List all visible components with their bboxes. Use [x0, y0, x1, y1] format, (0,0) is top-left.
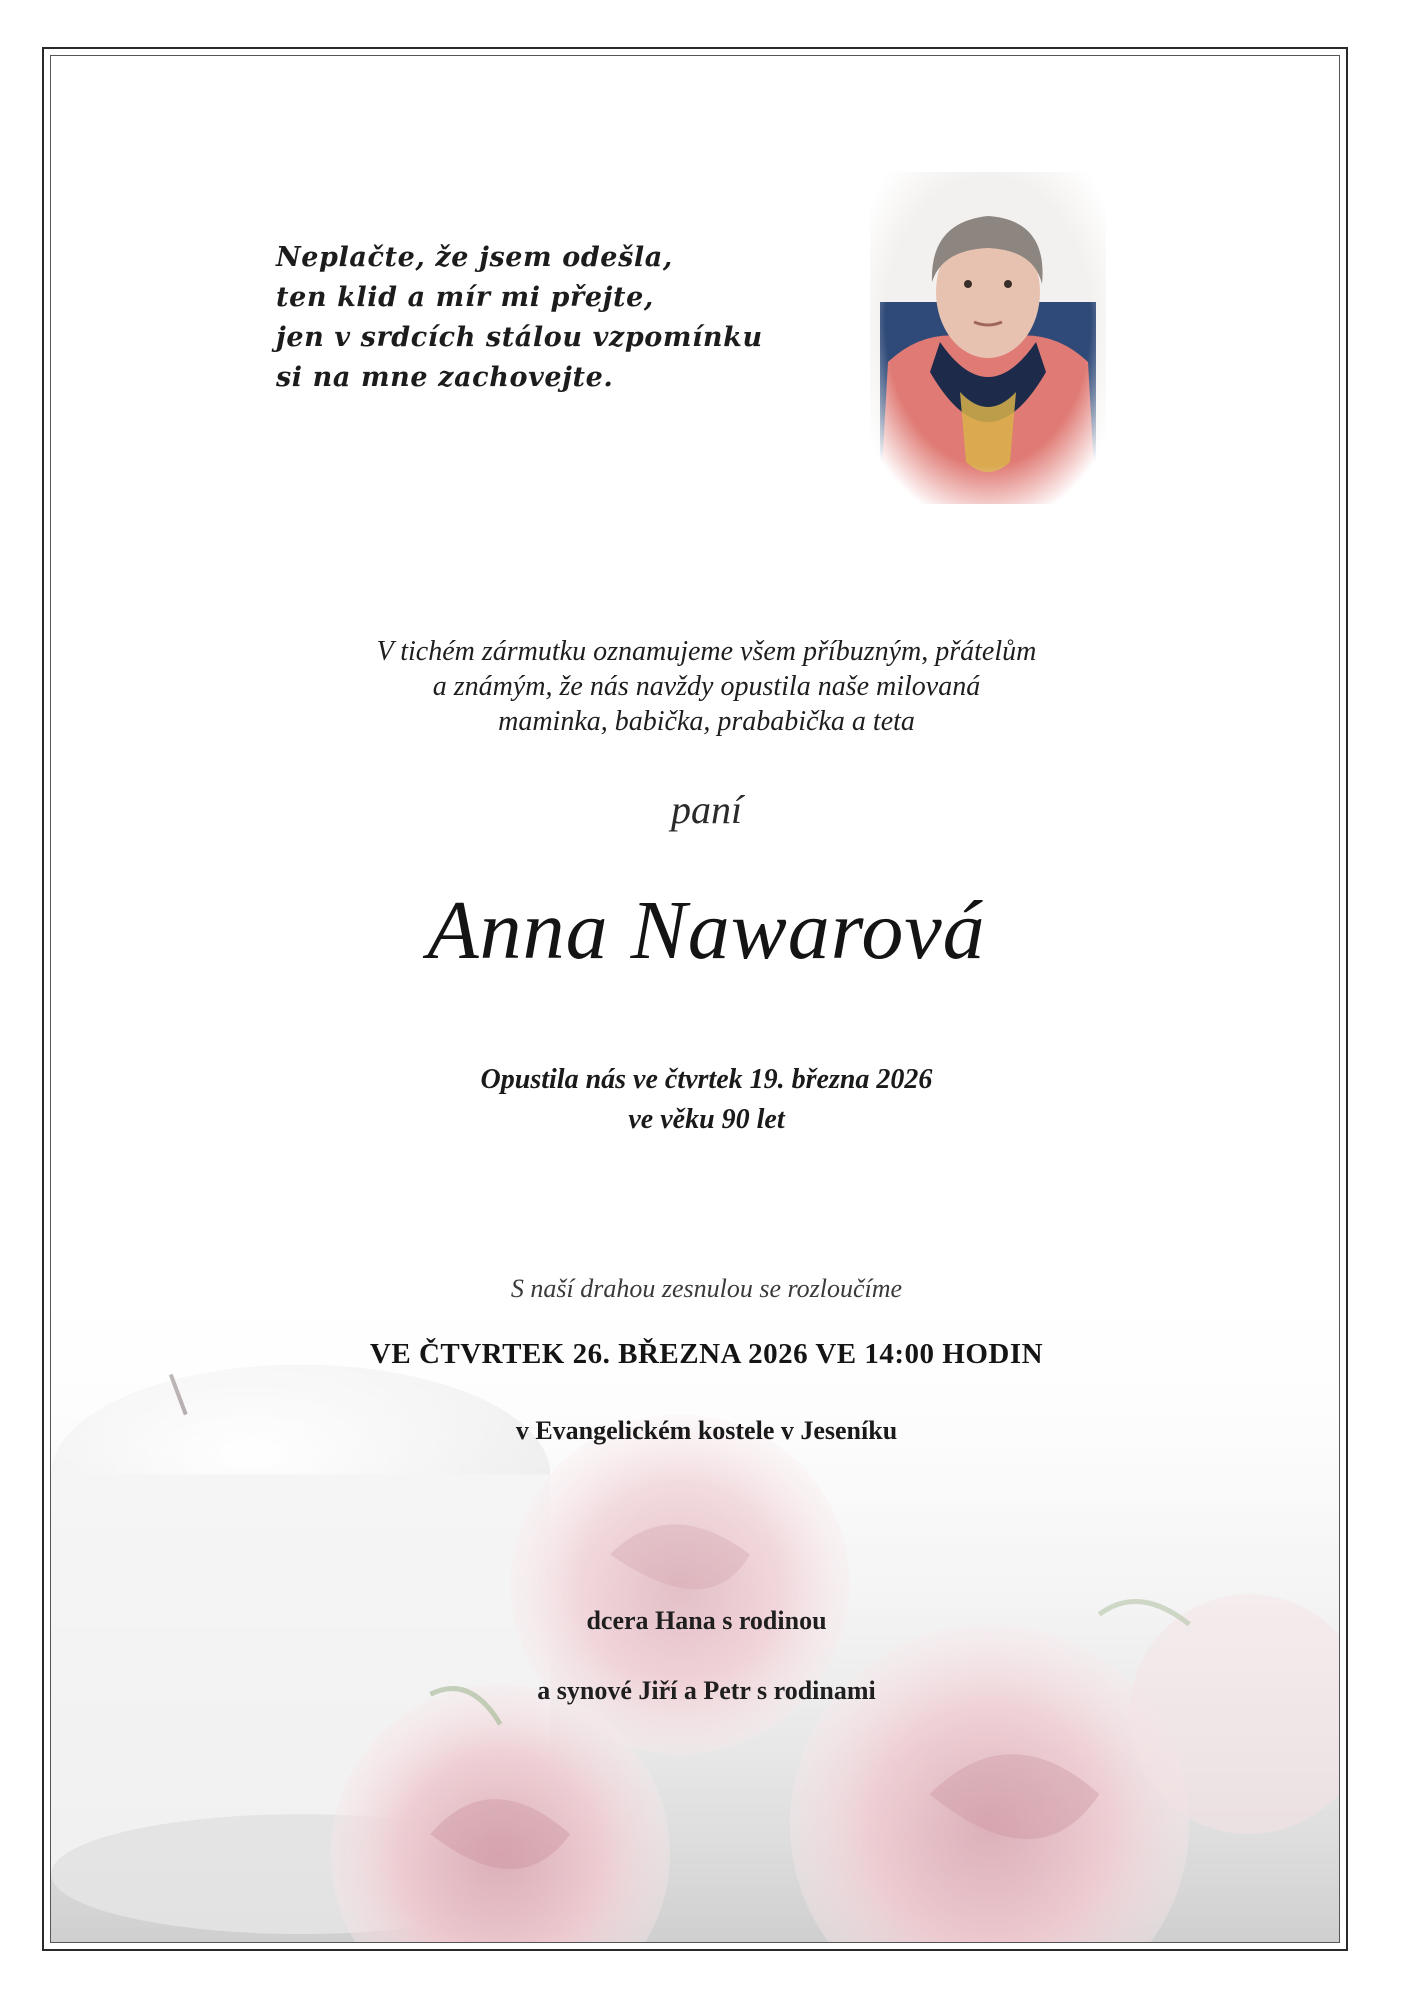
announcement-line: a známým, že nás navždy opustila naše milovaná [432, 671, 981, 702]
poem-line: si na mne zachovejte. [276, 362, 614, 393]
family-signature-line: dcera Hana s rodinou [586, 1606, 827, 1635]
announcement-text [0, 634, 1413, 739]
age-line: ve věku 90 let [628, 1104, 785, 1135]
title-word: paní [670, 787, 743, 832]
farewell-intro: S naší drahou zesnulou se rozloučíme [510, 1274, 903, 1303]
death-info [0, 1060, 1413, 1140]
poem-line: Neplačte, že jsem odešla, [276, 242, 673, 273]
ceremony-datetime: VE ČTVRTEK 26. BŘEZNA 2026 VE 14:00 HODIN [369, 1338, 1044, 1370]
announcement-line: V tichém zármutku oznamujeme všem příbuzným, přátelům [376, 636, 1037, 667]
ceremony-place: v Evangelickém kostele v Jeseníku [515, 1416, 898, 1445]
family-signature-line: a synové Jiří a Petr s rodinami [537, 1676, 876, 1705]
deceased-portrait-photo [870, 172, 1106, 504]
death-date-line: Opustila nás ve čtvrtek 19. března 2026 [480, 1064, 933, 1095]
poem-line: jen v srdcích stálou vzpomínku [276, 322, 763, 353]
deceased-name: Anna Nawarová [427, 884, 986, 977]
announcement-line: maminka, babička, prababička a teta [498, 706, 915, 737]
poem-line: ten klid a mír mi přejte, [276, 282, 654, 313]
memorial-poem [276, 238, 836, 398]
